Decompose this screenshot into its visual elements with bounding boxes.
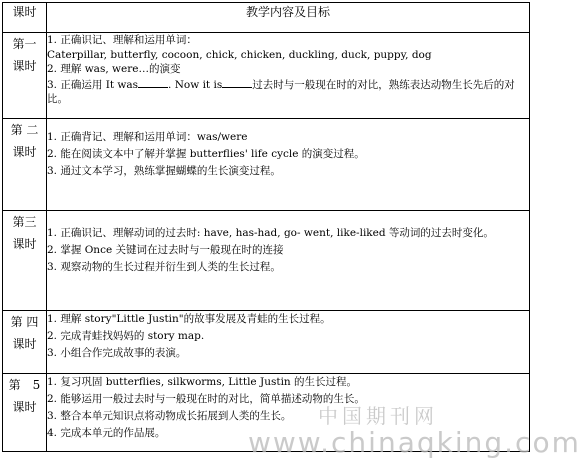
watermark-url: www.chinaqking.com (248, 426, 581, 459)
list-item: 2. 理解 was, were…的演变 (47, 63, 181, 75)
watermark-title: 中国期刊网 (318, 404, 438, 428)
list-item: 3. 通过文本学习，熟练掌握蝴蝶的生长演变过程。 (47, 165, 281, 177)
table-row (3, 119, 530, 211)
table-row (3, 33, 530, 119)
lesson-cell (3, 33, 47, 119)
lesson-cell (3, 374, 47, 452)
list-item: 2. 掌握 Once 关键词在过去时与一般现在时的连接 (47, 244, 284, 256)
lesson-label-unit: 课时 (12, 400, 37, 414)
content-cell (47, 311, 530, 374)
lesson-label: 第 二 (10, 123, 39, 137)
lesson-label: 第一 (12, 37, 37, 51)
fill-blank (222, 77, 252, 88)
lesson-label: 第三 (12, 215, 37, 229)
lesson-label-unit: 课时 (12, 237, 37, 251)
lesson-plan-table (2, 2, 530, 452)
list-item: 3. 正确运用 It was . Now it is 过去时与一般现在时的对比，熟练表达动物生长先后的对比。 (47, 78, 515, 105)
lesson-label: 第 5 (8, 378, 41, 392)
list-item: 4. 完成本单元的作品展。 (47, 427, 166, 439)
list-item: 1. 复习巩固 butterflies, silkworms, Little Justin 的生长过程。 (47, 376, 358, 388)
lesson-cell (3, 311, 47, 374)
list-item: 2. 完成青蛙找妈妈的 story map. (47, 330, 205, 342)
table-row (3, 211, 530, 311)
list-item: 1. 正确识记、理解和运用单词： (47, 34, 197, 46)
list-item: 1. 正确背记、理解和运用单词：was/were (47, 131, 248, 143)
list-item: 1. 正确识记、理解动词的过去时: have, has-had, go- went, like-liked 等动词的过去时变化。 (47, 227, 494, 239)
table-header-row (3, 3, 530, 33)
table-row (3, 374, 530, 452)
content-cell (47, 33, 530, 119)
list-item: 3. 小组合作完成故事的表演。 (47, 347, 187, 359)
lesson-label: 第 四 (10, 315, 39, 329)
content-cell (47, 374, 530, 452)
list-item: Caterpillar, butterfly, cocoon, chick, chicken, duckling, duck, puppy, dog (47, 48, 432, 61)
content-cell (47, 119, 530, 211)
list-item: 1. 理解 story"Little Justin"的故事发展及青蛙的生长过程。 (47, 313, 331, 325)
table-row (3, 311, 530, 374)
list-item: 3. 观察动物的生长过程并衍生到人类的生长过程。 (47, 261, 281, 273)
content-cell (47, 211, 530, 311)
lesson-cell (3, 119, 47, 211)
fill-blank (138, 77, 168, 88)
list-item: 2. 能在阅读文本中了解并掌握 butterflies' life cycle 的演变过程。 (47, 148, 365, 160)
lesson-label-unit: 课时 (12, 337, 37, 351)
list-item: 3. 整合本单元知识点将动物成长拓展到人类的生长。 (47, 410, 292, 422)
lesson-label-unit: 课时 (12, 59, 37, 73)
list-item: 2. 能够运用一般过去时与一般现在时的对比，简单描述动物的生长。 (47, 393, 365, 405)
header-lesson: 课时 (3, 3, 47, 33)
lesson-cell (3, 211, 47, 311)
lesson-label-unit: 课时 (12, 145, 37, 159)
header-content: 教学内容及目标 (47, 3, 530, 33)
